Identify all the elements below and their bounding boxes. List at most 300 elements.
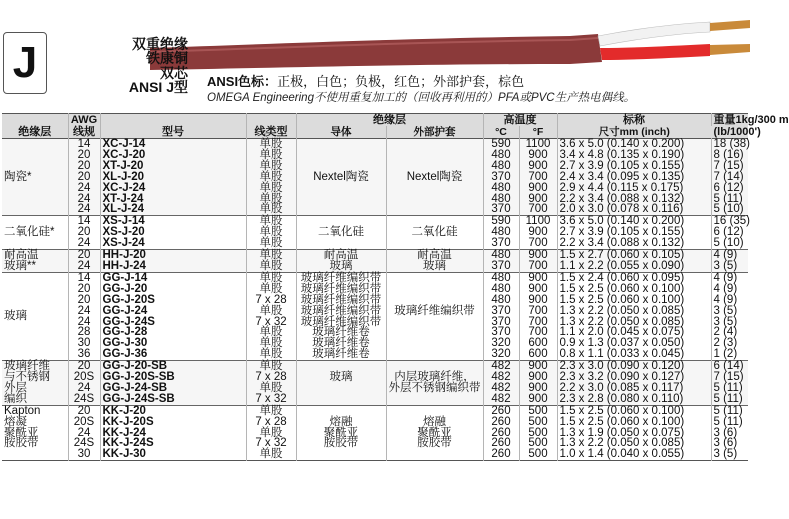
conductor-cell-line: 耐高温 bbox=[323, 249, 359, 262]
weight-cell bbox=[711, 250, 748, 273]
temp-f-cell bbox=[519, 272, 557, 360]
weight-cell-line: 6 (12) bbox=[713, 181, 744, 194]
size-cell-line: 2.7 x 3.9 (0.105 x 0.155) bbox=[559, 226, 685, 239]
size-cell-line: 1.3 x 2.2 (0.050 x 0.085) bbox=[559, 315, 685, 328]
temp-c-cell-line: 370 bbox=[491, 237, 511, 250]
model-cell-line: XL-J-24 bbox=[102, 203, 145, 216]
copper-tip-lower bbox=[710, 44, 750, 55]
temp-f-cell-line: 900 bbox=[528, 282, 548, 295]
header-model: 型号 bbox=[100, 114, 246, 139]
model-cell-line: XT-J-24 bbox=[102, 192, 144, 205]
wire-type-cell-line: 单股 bbox=[259, 348, 283, 361]
conductor-cell bbox=[296, 139, 386, 216]
awg-cell bbox=[68, 405, 100, 461]
temp-f-cell-line: 900 bbox=[528, 226, 548, 239]
model-cell-line: XL-J-20 bbox=[102, 170, 145, 183]
wire-type-cell-line: 7 x 32 bbox=[255, 315, 287, 328]
omega-note: OMEGA Engineering不使用重复加工的（回收再利用的）PFA或PVC生产热电偶线。 bbox=[207, 92, 636, 104]
size-cell-line: 2.7 x 3.9 (0.105 x 0.155) bbox=[559, 159, 685, 172]
conductor-cell-line: 聚酰亚 bbox=[323, 426, 359, 439]
table-group bbox=[2, 250, 748, 273]
model-cell-line: HH-J-20 bbox=[102, 249, 146, 262]
wire-type-cell-line: 单股 bbox=[259, 148, 283, 161]
model-cell bbox=[100, 405, 246, 461]
wire-type-cell-line: 单股 bbox=[259, 138, 283, 150]
awg-cell-line: 30 bbox=[77, 448, 91, 461]
insulation-cell bbox=[2, 216, 68, 250]
header-weight bbox=[711, 114, 789, 139]
temp-f-cell bbox=[519, 216, 557, 250]
model-cell-line: GG-J-24-SB bbox=[102, 381, 168, 394]
wire-type-cell-line: 单股 bbox=[259, 159, 283, 172]
temp-f-cell-line: 600 bbox=[528, 337, 548, 350]
wire-type-cell-line: 单股 bbox=[259, 271, 283, 284]
weight-cell-line: 5 (10) bbox=[713, 237, 744, 250]
model-cell-line: GG-J-28 bbox=[102, 326, 148, 339]
model-cell bbox=[100, 216, 246, 250]
size-cell-line: 1.5 x 2.5 (0.060 x 0.100) bbox=[559, 415, 685, 428]
insulation-cell bbox=[2, 250, 68, 273]
weight-cell-line: 7 (14) bbox=[713, 170, 744, 183]
weight-cell-line: 3 (6) bbox=[713, 426, 738, 439]
size-cell-line: 2.4 x 3.4 (0.095 x 0.135) bbox=[559, 170, 685, 183]
temp-c-cell-line: 482 bbox=[491, 392, 511, 405]
temp-f-cell-line: 900 bbox=[528, 381, 548, 394]
model-cell-line: GG-J-24S bbox=[102, 315, 155, 328]
wire-type-cell bbox=[246, 405, 296, 461]
insulation-cell-line: 耐高温 bbox=[4, 249, 39, 262]
temp-c-cell bbox=[483, 139, 519, 216]
weight-cell-line: 4 (9) bbox=[713, 293, 738, 306]
model-cell-line: XS-J-14 bbox=[102, 215, 145, 228]
awg-cell bbox=[68, 250, 100, 273]
temp-f-cell-line: 700 bbox=[528, 237, 548, 250]
temp-c-cell-line: 482 bbox=[491, 371, 511, 384]
outer-jacket-cell bbox=[386, 405, 483, 461]
temp-c-cell-line: 370 bbox=[491, 304, 511, 317]
size-cell-line: 1.5 x 2.5 (0.060 x 0.100) bbox=[559, 282, 685, 295]
insulation-cell-line: 二氧化硅* bbox=[4, 226, 55, 239]
awg-cell bbox=[68, 139, 100, 216]
awg-cell-line: 20 bbox=[77, 159, 91, 172]
wire-type-cell-line: 7 x 28 bbox=[255, 415, 287, 428]
temp-c-cell-line: 260 bbox=[491, 448, 511, 461]
temp-c-cell-line: 482 bbox=[491, 381, 511, 394]
wire-type-cell-line: 单股 bbox=[259, 249, 283, 262]
weight-cell-line: 6 (12) bbox=[713, 226, 744, 239]
wire-type-cell bbox=[246, 361, 296, 406]
negative-conductor-red bbox=[600, 44, 710, 60]
ansi-colors-text: 正极，白色；负极，红色；外部护套，棕色 bbox=[277, 74, 525, 89]
awg-cell-line: 20 bbox=[77, 226, 91, 239]
temp-c-cell-line: 370 bbox=[491, 203, 511, 216]
temp-f-cell-line: 700 bbox=[528, 170, 548, 183]
model-cell-line: XC-J-14 bbox=[102, 138, 146, 150]
cable-jacket bbox=[150, 34, 602, 70]
weight-cell bbox=[711, 361, 748, 406]
temp-c-cell bbox=[483, 250, 519, 273]
model-cell-line: XC-J-20 bbox=[102, 148, 146, 161]
model-cell-line: GG-J-24S-SB bbox=[102, 392, 175, 405]
weight-cell-line: 16 (35) bbox=[713, 215, 750, 228]
weight-cell-line: 3 (5) bbox=[713, 304, 738, 317]
wire-type-cell-line: 单股 bbox=[259, 326, 283, 339]
temp-c-cell-line: 590 bbox=[491, 138, 511, 150]
temp-f-cell bbox=[519, 139, 557, 216]
temp-c-cell bbox=[483, 361, 519, 406]
wire-type-cell-line: 单股 bbox=[259, 170, 283, 183]
outer-jacket-cell-line: 二氧化硅 bbox=[411, 226, 458, 239]
awg-cell-line: 20 bbox=[77, 148, 91, 161]
size-cell-line: 2.3 x 3.0 (0.090 x 0.120) bbox=[559, 360, 685, 373]
conductor-cell bbox=[296, 216, 386, 250]
weight-cell-line: 4 (9) bbox=[713, 282, 738, 295]
temp-f-cell-line: 500 bbox=[528, 437, 548, 450]
temp-f-cell-line: 1100 bbox=[525, 138, 551, 150]
weight-cell bbox=[711, 216, 748, 250]
conductor-cell-line: 玻璃纤维卷 bbox=[312, 326, 370, 339]
temp-c-cell bbox=[483, 216, 519, 250]
awg-cell-line: 28 bbox=[77, 326, 91, 339]
header-weight-line-1: 重量1kg/300 m bbox=[713, 114, 789, 126]
type-letter: J bbox=[12, 38, 38, 87]
table-group bbox=[2, 216, 748, 250]
wire-type-cell-line: 7 x 32 bbox=[255, 437, 287, 450]
temp-c-cell-line: 260 bbox=[491, 404, 511, 417]
size-cell-line: 1.0 x 1.4 (0.040 x 0.055) bbox=[559, 448, 685, 461]
model-cell-line: XS-J-24 bbox=[102, 237, 145, 250]
awg-cell-line: 14 bbox=[77, 215, 91, 228]
size-cell-line: 2.2 x 3.4 (0.088 x 0.132) bbox=[559, 237, 685, 250]
temp-f-cell-line: 500 bbox=[528, 448, 548, 461]
table-row bbox=[2, 361, 748, 406]
title-line-3: 双芯 bbox=[160, 65, 188, 81]
awg-cell-line: 20 bbox=[77, 282, 91, 295]
size-cell bbox=[557, 272, 711, 360]
outer-jacket-cell-line: 熔融 bbox=[423, 415, 446, 428]
weight-cell-line: 5 (11) bbox=[713, 404, 743, 417]
wire-type-cell-line: 单股 bbox=[259, 360, 283, 373]
awg-cell-line: 20 bbox=[77, 249, 91, 262]
size-cell bbox=[557, 139, 711, 216]
size-cell-line: 1.3 x 2.2 (0.050 x 0.085) bbox=[559, 437, 685, 450]
table-group bbox=[2, 139, 748, 216]
conductor-cell-line: 玻璃纤维编织带 bbox=[300, 304, 382, 317]
size-cell-line: 1.1 x 2.0 (0.045 x 0.075) bbox=[559, 326, 685, 339]
temp-c-cell-line: 260 bbox=[491, 415, 511, 428]
model-cell bbox=[100, 272, 246, 360]
model-cell-line: KK-J-24S bbox=[102, 437, 154, 450]
size-cell bbox=[557, 216, 711, 250]
model-cell-line: KK-J-24 bbox=[102, 426, 146, 439]
insulation-cell-line: 聚酰亚 bbox=[4, 426, 39, 439]
conductor-cell bbox=[296, 250, 386, 273]
size-cell-line: 3.4 x 4.8 (0.135 x 0.190) bbox=[559, 148, 685, 161]
awg-cell-line: 24 bbox=[77, 426, 91, 439]
weight-cell-line: 7 (15) bbox=[713, 371, 744, 384]
conductor-cell-line: 玻璃纤维编织带 bbox=[300, 282, 382, 295]
model-cell-line: GG-J-20 bbox=[102, 282, 148, 295]
size-cell-line: 2.3 x 2.8 (0.080 x 0.110) bbox=[559, 392, 684, 405]
wire-type-cell-line: 单股 bbox=[259, 237, 283, 250]
size-cell-line: 3.6 x 5.0 (0.140 x 0.200) bbox=[559, 215, 685, 228]
weight-cell-line: 4 (9) bbox=[713, 271, 738, 284]
conductor-cell-line: Nextel陶瓷 bbox=[313, 170, 369, 183]
awg-cell-line: 24 bbox=[77, 192, 91, 205]
weight-cell-line: 1 (2) bbox=[713, 348, 738, 361]
outer-jacket-cell bbox=[386, 139, 483, 216]
header-size: 尺寸mm (inch) bbox=[557, 126, 711, 139]
temp-c-cell-line: 480 bbox=[491, 271, 511, 284]
ansi-label: ANSI色标： bbox=[207, 74, 278, 89]
insulation-cell bbox=[2, 361, 68, 406]
temp-f-cell bbox=[519, 361, 557, 406]
awg-cell-line: 24 bbox=[77, 237, 91, 250]
header-weight-line-2: (lb/1000') bbox=[713, 126, 761, 138]
temp-f-cell-line: 900 bbox=[528, 181, 548, 194]
wire-type-cell bbox=[246, 272, 296, 360]
weight-cell-line: 8 (16) bbox=[713, 148, 744, 161]
table-group bbox=[2, 272, 748, 360]
conductor-cell-line: 熔融 bbox=[329, 415, 353, 428]
header-insulation: 绝缘层 bbox=[296, 114, 483, 127]
size-cell-line: 1.5 x 2.4 (0.060 x 0.095) bbox=[559, 271, 685, 284]
header-awg-line-1: AWG bbox=[70, 114, 98, 126]
weight-cell bbox=[711, 139, 748, 216]
size-cell-line: 1.5 x 2.5 (0.060 x 0.100) bbox=[559, 293, 685, 306]
title-line-4: ANSI J型 bbox=[128, 79, 188, 95]
conductor-cell-line: 玻璃 bbox=[329, 371, 353, 384]
awg-cell-line: 24 bbox=[77, 181, 91, 194]
model-cell-line: GG-J-36 bbox=[102, 348, 148, 361]
awg-cell-line: 24 bbox=[77, 304, 91, 317]
conductor-cell-line: 玻璃纤维编织带 bbox=[300, 315, 382, 328]
conductor-cell-line: 胺胶带 bbox=[323, 437, 359, 450]
model-cell bbox=[100, 361, 246, 406]
header-awg-line-2: 线规 bbox=[73, 126, 95, 138]
wire-type-cell-line: 单股 bbox=[259, 192, 283, 205]
model-cell-line: XS-J-20 bbox=[102, 226, 145, 239]
awg-cell-line: 24 bbox=[77, 315, 91, 328]
awg-cell bbox=[68, 272, 100, 360]
insulation-cell-line: 胺胶带 bbox=[4, 437, 39, 450]
model-cell-line: KK-J-20 bbox=[102, 404, 146, 417]
weight-cell-line: 6 (14) bbox=[713, 360, 744, 373]
outer-jacket-cell-line: Nextel陶瓷 bbox=[406, 170, 463, 183]
temp-c-cell-line: 260 bbox=[491, 437, 511, 450]
awg-cell bbox=[68, 361, 100, 406]
awg-cell-line: 20 bbox=[77, 170, 91, 183]
model-cell-line: GG-J-14 bbox=[102, 271, 148, 284]
size-cell-line: 2.2 x 3.0 (0.085 x 0.117) bbox=[559, 381, 684, 394]
positive-conductor-white bbox=[598, 22, 710, 46]
header-outer-jacket: 外部护套 bbox=[386, 126, 483, 139]
title-line-2: 铁康铜 bbox=[146, 50, 188, 66]
copper-tip-upper bbox=[710, 20, 750, 31]
conductor-cell-line: 玻璃纤维编织带 bbox=[300, 271, 382, 284]
temp-f-cell-line: 700 bbox=[528, 304, 548, 317]
wire-type-cell-line: 单股 bbox=[259, 337, 283, 350]
weight-cell-line: 5 (11) bbox=[713, 392, 743, 405]
conductor-cell-line: 玻璃纤维卷 bbox=[312, 348, 370, 361]
temp-f-cell-line: 900 bbox=[528, 360, 548, 373]
outer-jacket-cell-line: 玻璃纤维编织带 bbox=[394, 304, 475, 317]
model-cell-line: HH-J-24 bbox=[102, 259, 146, 272]
insulation-cell bbox=[2, 272, 68, 360]
header-max-temp: 高温度 bbox=[483, 114, 557, 127]
awg-cell-line: 20 bbox=[77, 404, 91, 417]
header bbox=[0, 0, 750, 110]
temp-f-cell-line: 500 bbox=[528, 426, 548, 439]
wire-type-cell-line: 单股 bbox=[259, 304, 283, 317]
temp-f-cell-line: 500 bbox=[528, 404, 548, 417]
awg-cell-line: 20 bbox=[77, 293, 91, 306]
outer-jacket-cell-line: 内层玻璃纤维， bbox=[394, 371, 475, 384]
table-row bbox=[2, 139, 748, 216]
wire-type-cell bbox=[246, 250, 296, 273]
temp-f-cell-line: 700 bbox=[528, 203, 548, 216]
header-awg bbox=[68, 114, 100, 139]
temp-f-cell-line: 900 bbox=[528, 148, 548, 161]
temp-f-cell-line: 900 bbox=[528, 192, 548, 205]
temp-c-cell-line: 480 bbox=[491, 282, 511, 295]
weight-cell-line: 2 (4) bbox=[713, 326, 738, 339]
wire-type-cell-line: 7 x 28 bbox=[255, 371, 287, 384]
model-cell bbox=[100, 250, 246, 273]
header-nominal: 标称 bbox=[557, 114, 711, 127]
temp-f-cell-line: 900 bbox=[528, 392, 548, 405]
model-cell-line: GG-J-30 bbox=[102, 337, 148, 350]
size-cell-line: 1.3 x 1.9 (0.050 x 0.075) bbox=[559, 426, 685, 439]
wire-type-cell bbox=[246, 139, 296, 216]
temp-f-cell-line: 900 bbox=[528, 293, 548, 306]
size-cell-line: 2.9 x 4.4 (0.115 x 0.175) bbox=[559, 181, 684, 194]
outer-jacket-cell-line: 耐高温 bbox=[417, 249, 452, 262]
awg-cell-line: 20S bbox=[73, 415, 95, 428]
table-row bbox=[2, 216, 748, 250]
temp-f-cell-line: 700 bbox=[528, 326, 548, 339]
awg-cell bbox=[68, 216, 100, 250]
awg-cell-line: 36 bbox=[77, 348, 91, 361]
size-cell-line: 3.6 x 5.0 (0.140 x 0.200) bbox=[559, 138, 685, 150]
temp-f-cell bbox=[519, 250, 557, 273]
awg-cell-line: 30 bbox=[77, 337, 91, 350]
header-deg-c: °C bbox=[483, 126, 519, 139]
temp-c-cell-line: 480 bbox=[491, 293, 511, 306]
temp-f-cell-line: 900 bbox=[528, 371, 548, 384]
temp-c-cell-line: 370 bbox=[491, 259, 511, 272]
size-cell-line: 2.0 x 3.0 (0.078 x 0.116) bbox=[559, 203, 684, 216]
awg-cell-line: 20 bbox=[77, 360, 91, 373]
conductor-cell bbox=[296, 361, 386, 406]
insulation-cell-line: 与不锈钢 bbox=[4, 371, 50, 384]
temp-c-cell-line: 590 bbox=[491, 215, 511, 228]
temp-c-cell-line: 480 bbox=[491, 148, 511, 161]
size-cell-line: 2.3 x 3.2 (0.090 x 0.127) bbox=[559, 371, 685, 384]
insulation-cell-line: Kapton bbox=[4, 404, 41, 417]
weight-cell-line: 3 (5) bbox=[713, 259, 738, 272]
weight-cell-line: 4 (9) bbox=[713, 249, 738, 262]
table-row bbox=[2, 405, 748, 461]
temp-c-cell bbox=[483, 405, 519, 461]
model-cell-line: GG-J-20S-SB bbox=[102, 371, 175, 384]
outer-jacket-cell-line: 聚酰亚 bbox=[417, 426, 452, 439]
insulation-cell bbox=[2, 139, 68, 216]
awg-cell-line: 20S bbox=[73, 371, 95, 384]
weight-cell-line: 7 (15) bbox=[713, 159, 744, 172]
table-group bbox=[2, 405, 748, 461]
awg-cell-line: 24S bbox=[73, 437, 95, 450]
size-cell-line: 0.9 x 1.3 (0.037 x 0.050) bbox=[559, 337, 685, 350]
model-cell-line: XC-J-24 bbox=[102, 181, 146, 194]
conductor-cell-line: 二氧化硅 bbox=[318, 226, 364, 239]
wire-type-cell-line: 单股 bbox=[259, 381, 283, 394]
wire-type-cell-line: 单股 bbox=[259, 259, 283, 272]
header-conductor: 导体 bbox=[296, 126, 386, 139]
temp-f-cell-line: 900 bbox=[528, 271, 548, 284]
table-row bbox=[2, 250, 748, 273]
table-group bbox=[2, 361, 748, 406]
awg-cell-line: 24 bbox=[77, 381, 91, 394]
wire-type-cell-line: 7 x 28 bbox=[255, 293, 287, 306]
outer-jacket-cell bbox=[386, 272, 483, 360]
temp-f-cell-line: 700 bbox=[528, 259, 548, 272]
wire-type-cell-line: 单股 bbox=[259, 203, 283, 216]
outer-jacket-cell bbox=[386, 216, 483, 250]
wire-spec-table bbox=[2, 113, 789, 461]
conductor-cell bbox=[296, 405, 386, 461]
weight-cell-line: 3 (6) bbox=[713, 437, 738, 450]
temp-f-cell-line: 900 bbox=[528, 159, 548, 172]
wire-type-cell-line: 7 x 32 bbox=[255, 392, 287, 405]
weight-cell bbox=[711, 272, 748, 360]
insulation-cell-line: 编织 bbox=[4, 392, 27, 405]
size-cell bbox=[557, 405, 711, 461]
temp-f-cell-line: 600 bbox=[528, 348, 548, 361]
temp-c-cell-line: 260 bbox=[491, 426, 511, 439]
insulation-cell-line: 陶瓷* bbox=[4, 170, 32, 183]
ansi-color-code bbox=[207, 71, 524, 90]
wire-type-cell bbox=[246, 216, 296, 250]
wire-type-cell-line: 单股 bbox=[259, 215, 283, 228]
header-insulation-layer: 绝缘层 bbox=[2, 114, 68, 139]
outer-jacket-cell-line: 胺胶带 bbox=[417, 437, 452, 450]
thermocouple-wire-illustration bbox=[150, 0, 750, 80]
wire-type-cell-line: 单股 bbox=[259, 226, 283, 239]
conductor-cell-line: 玻璃纤维卷 bbox=[312, 337, 370, 350]
weight-cell bbox=[711, 405, 748, 461]
awg-cell-line: 14 bbox=[77, 271, 91, 284]
conductor-cell bbox=[296, 272, 386, 360]
temp-c-cell-line: 480 bbox=[491, 192, 511, 205]
temp-f-cell-line: 1100 bbox=[525, 215, 551, 228]
temp-c-cell-line: 370 bbox=[491, 170, 511, 183]
temp-c-cell-line: 320 bbox=[491, 348, 511, 361]
temp-c-cell-line: 370 bbox=[491, 315, 511, 328]
thermocouple-type-badge bbox=[3, 32, 47, 94]
model-cell-line: GG-J-20S bbox=[102, 293, 155, 306]
outer-jacket-cell-line: 外层不锈钢编织带 bbox=[388, 381, 481, 394]
model-cell-line: KK-J-20S bbox=[102, 415, 154, 428]
size-cell-line: 1.5 x 2.5 (0.060 x 0.100) bbox=[559, 404, 685, 417]
awg-cell-line: 24S bbox=[73, 392, 95, 405]
temp-c-cell-line: 482 bbox=[491, 360, 511, 373]
size-cell-line: 1.3 x 2.2 (0.050 x 0.085) bbox=[559, 304, 685, 317]
outer-jacket-cell bbox=[386, 250, 483, 273]
insulation-cell-line: 玻璃纤维 bbox=[4, 360, 50, 373]
weight-cell-line: 18 (38) bbox=[713, 138, 750, 150]
wire-type-cell-line: 单股 bbox=[259, 426, 283, 439]
